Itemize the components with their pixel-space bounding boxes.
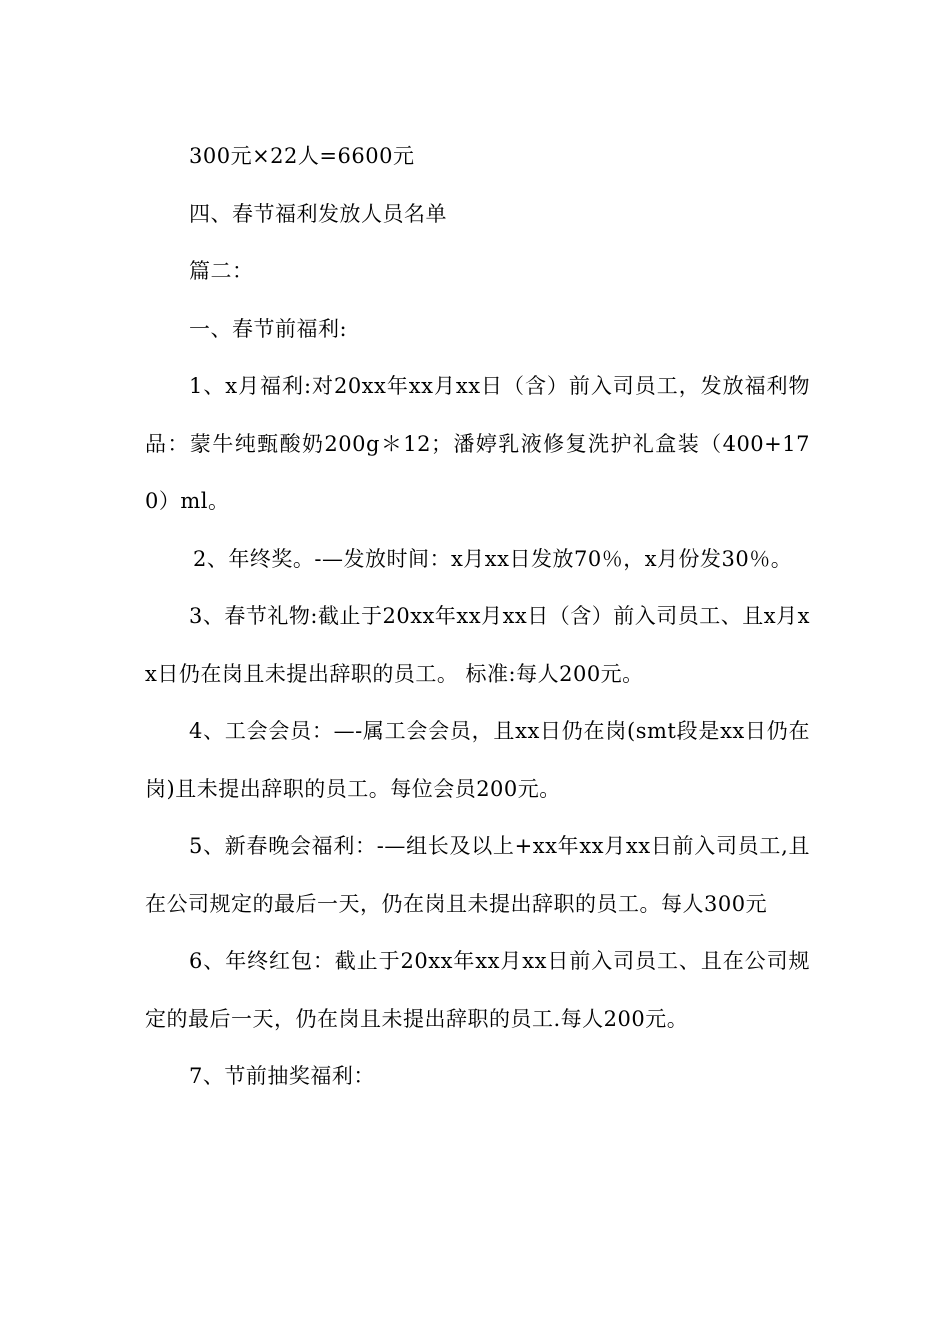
paragraph-item-7: 7、节前抽奖福利： bbox=[189, 1064, 375, 1088]
document-body bbox=[145, 128, 810, 1106]
paragraph-section-four-heading: 四、春节福利发放人员名单 bbox=[189, 201, 447, 226]
paragraph-item-6: 6、年终红包：截止于20xx年xx月xx日前入司员工、且在公司规定的最后一天，仍在岗且未提出辞职的员工.每人200元。 bbox=[145, 949, 810, 1031]
paragraph-part-two-heading: 篇二： bbox=[189, 259, 254, 283]
paragraph-pre-festival-heading: 一、春节前福利: bbox=[189, 316, 348, 341]
paragraph-item-5: 5、新春晚会福利：-—组长及以上+xx年xx月xx日前入司员工,且在公司规定的最后一天，仍在岗且未提出辞职的员工。每人300元 bbox=[145, 834, 810, 916]
paragraph-item-1: 1、x月福利:对20xx年xx月xx日（含）前入司员工，发放福利物品：蒙牛纯甄酸奶200g＊12；潘婷乳液修复洗护礼盒装（400+170）ml。 bbox=[145, 374, 810, 513]
paragraph-calculation: 300元×22人=6600元 bbox=[189, 144, 415, 168]
paragraph-item-3: 3、春节礼物:截止于20xx年xx月xx日（含）前入司员工、且x月xx日仍在岗且未提出辞职的员工。 标准:每人200元。 bbox=[145, 604, 810, 686]
paragraph-item-2: 2、年终奖。-—发放时间：x月xx日发放70％，x月份发30％。 bbox=[193, 546, 793, 571]
paragraph-item-4: 4、工会会员：—-属工会会员，且xx日仍在岗(smt段是xx日仍在岗)且未提出辞职的员工。每位会员200元。 bbox=[145, 719, 810, 801]
